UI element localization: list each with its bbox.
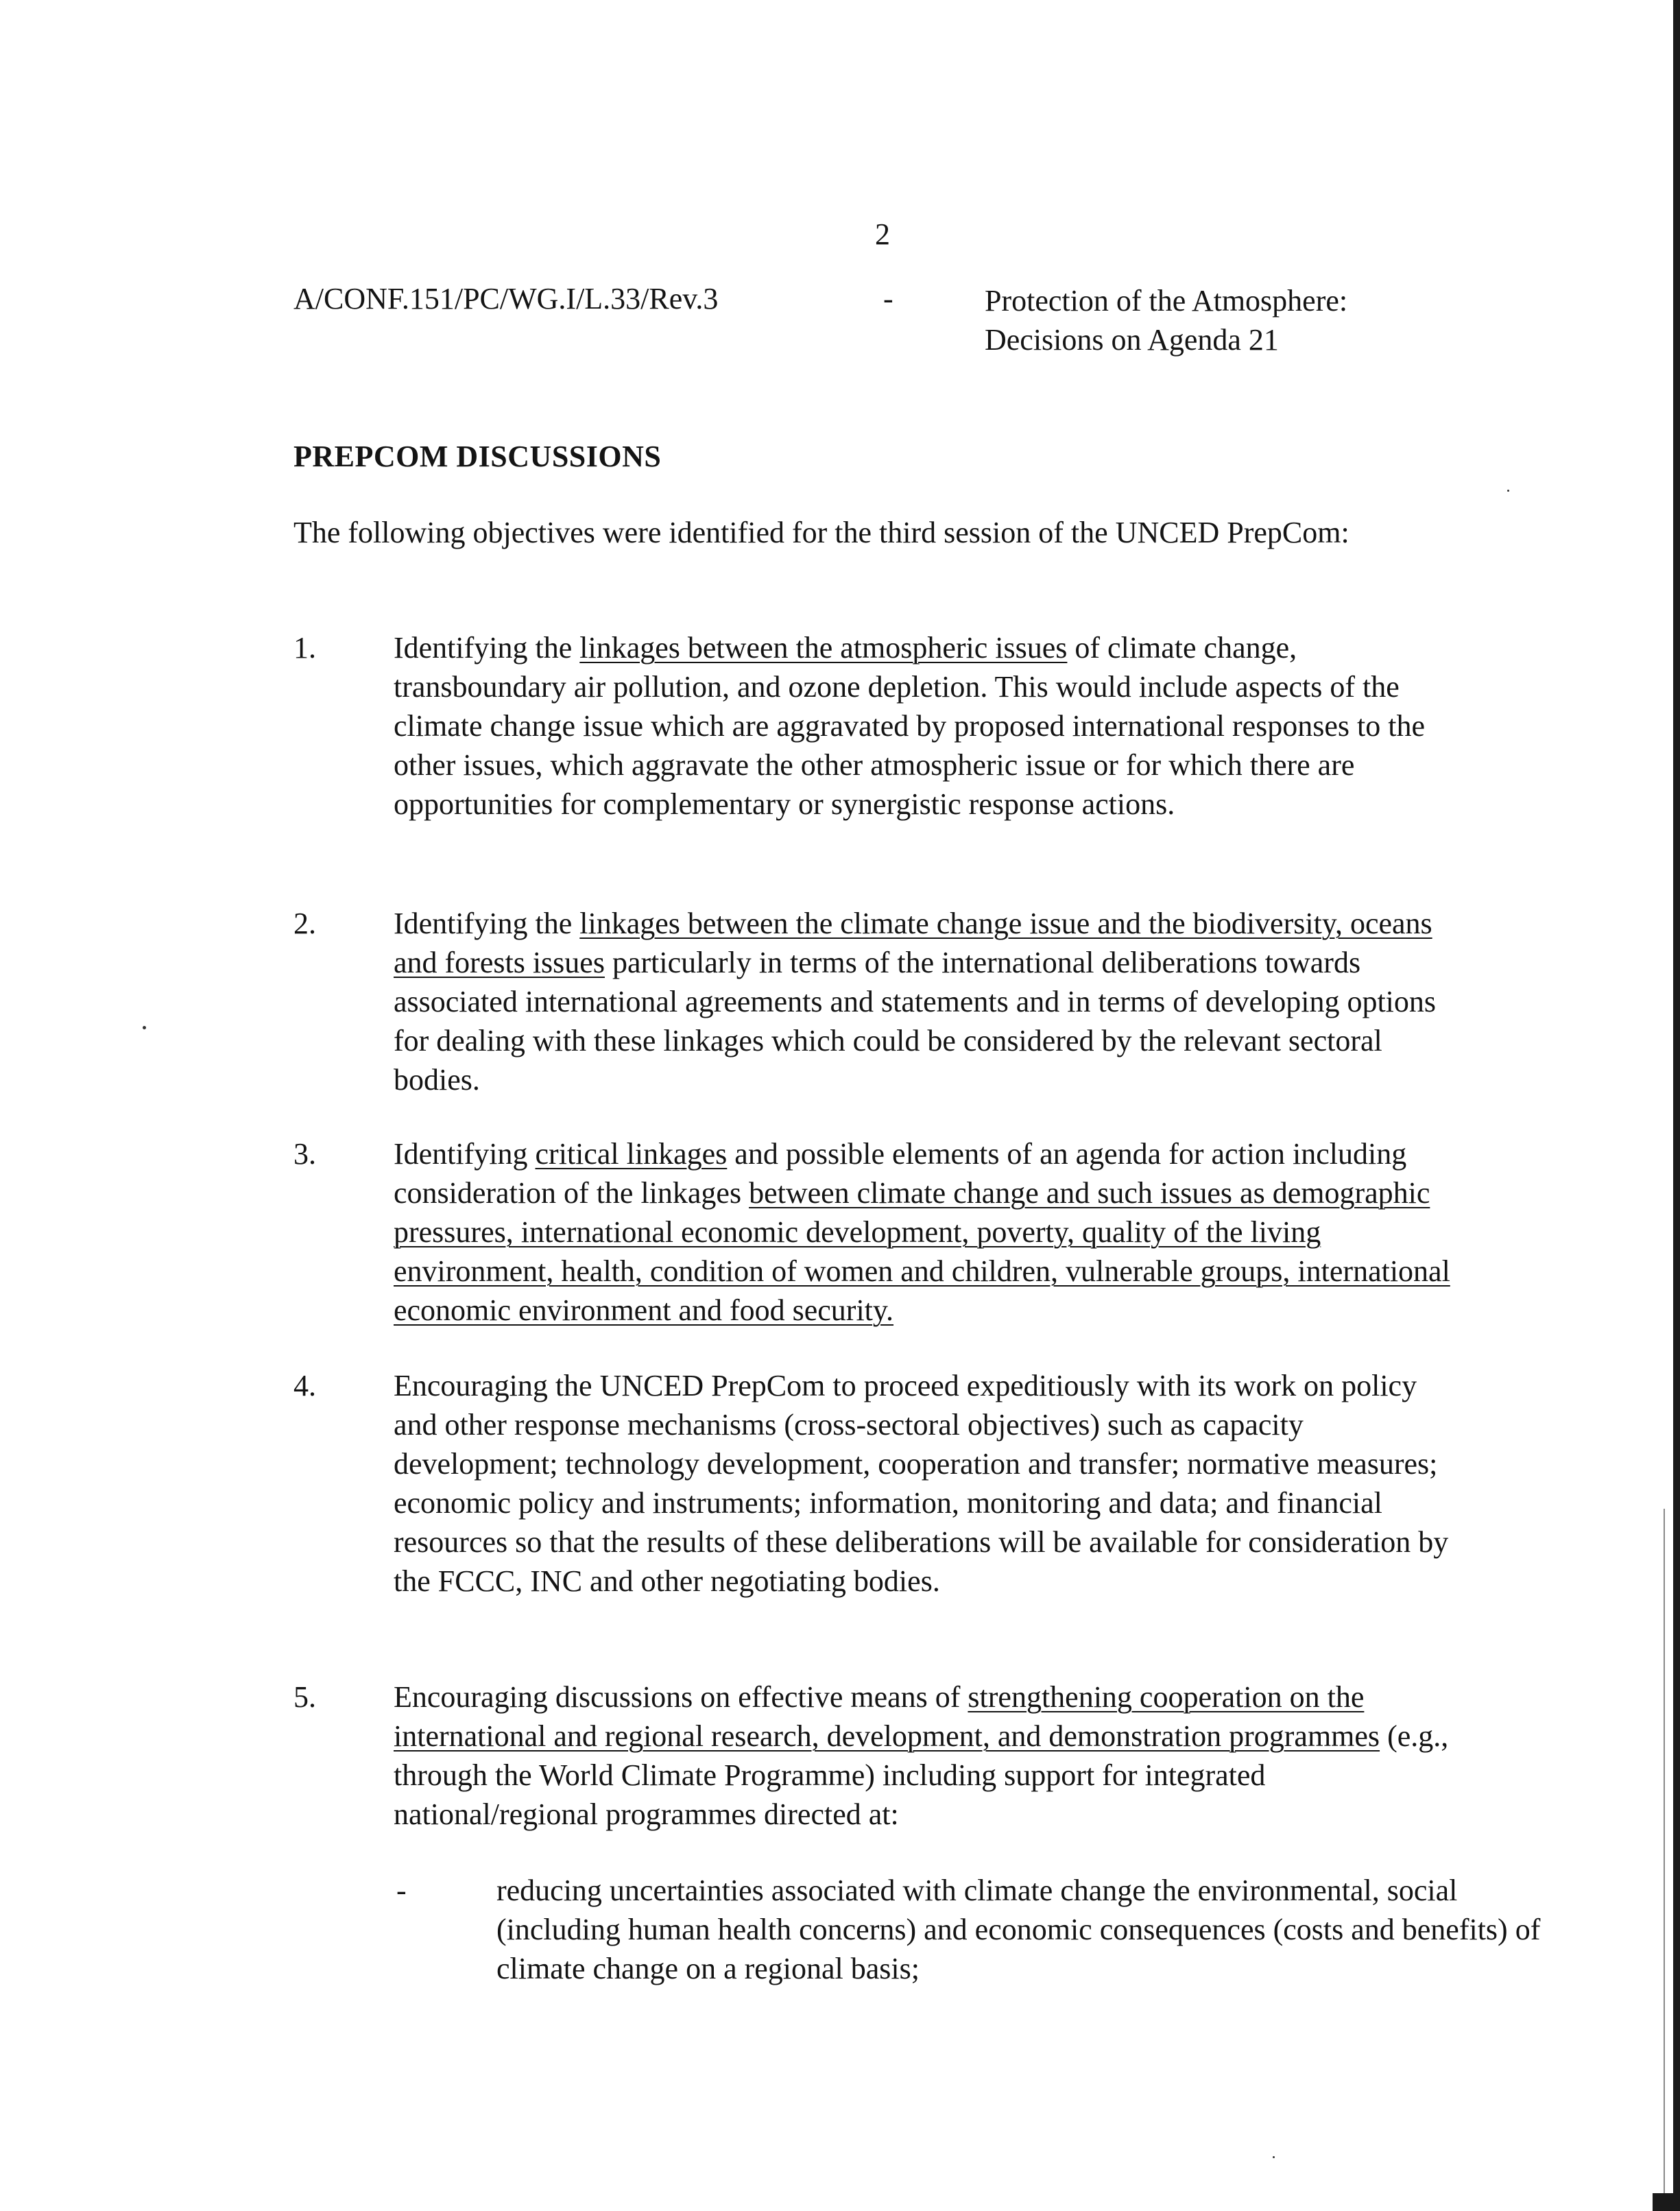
list-item-number: 5. bbox=[293, 1680, 316, 1714]
underlined-phrase: linkages between the atmospheric issues bbox=[579, 631, 1068, 665]
item-text-middle: and possible elements of an agenda for action including consideration of the linkages bbox=[394, 1137, 1407, 1210]
scanned-page-edge-line bbox=[1664, 1509, 1665, 2195]
list-item-text bbox=[394, 1677, 1463, 1834]
item-text-start: Identifying the bbox=[394, 631, 580, 665]
scanned-page-edge bbox=[1673, 0, 1680, 2211]
underlined-phrase: critical linkages bbox=[535, 1137, 728, 1171]
scan-speck bbox=[143, 1026, 146, 1029]
list-item-number: 1. bbox=[293, 631, 316, 665]
underlined-phrase: strengthening cooperation on the international and regional research, development, and demonstration programmes bbox=[394, 1680, 1380, 1753]
intro-paragraph: The following objectives were identified for the third session of the UNCED PrepCom: bbox=[293, 516, 1349, 549]
document-title-line-2: Decisions on Agenda 21 bbox=[985, 323, 1279, 357]
page-number: 2 bbox=[875, 217, 890, 251]
underlined-phrase: linkages between the climate change issue and the biodiversity, oceans and forests issues bbox=[394, 907, 1432, 979]
item-text-start: Identifying bbox=[394, 1137, 536, 1171]
sub-list-item-text: reducing uncertainties associated with climate change the environmental, social (including human health concerns) and economic consequences (costs and benefits) of climate change on a regional basis; bbox=[496, 1874, 1541, 1985]
list-item-number: 3. bbox=[293, 1137, 316, 1171]
document-title bbox=[985, 281, 1347, 359]
item-text-start: Identifying the bbox=[394, 907, 580, 940]
scan-speck bbox=[1507, 490, 1509, 492]
list-item-text bbox=[394, 628, 1463, 824]
list-item-number: 4. bbox=[293, 1369, 316, 1402]
list-item-text: Encouraging the UNCED PrepCom to proceed expeditiously with its work on policy and other response mechanisms (cross-sectoral objectives) such as capacity development; technology development, cooperation and transfer; normative measures; economic policy and instruments; information, monitoring and data; and financial resources so that the results of these deliberations will be available for consideration by the FCCC, INC and other negotiating bodies. bbox=[394, 1369, 1449, 1598]
item-text-end: of climate change, transboundary air pollution, and ozone depletion. This would include aspects of the climate change issue which are aggravated by proposed international responses to the other issues, which aggravate the other atmospheric issue or for which there are opportunities for complementary or synergistic response actions. bbox=[394, 631, 1426, 821]
item-text-end: particularly in terms of the international deliberations towards associated international agreements and statements and in terms of developing options for dealing with these linkages which could be considered by the relevant sectoral bodies. bbox=[394, 946, 1437, 1097]
list-item-number: 2. bbox=[293, 907, 316, 940]
list-item-text bbox=[394, 1134, 1463, 1330]
underlined-phrase-2: between climate change and such issues as demographic pressures, international economic development, poverty, quality of the living environment, health, condition of women and children, vulnerable groups, international economic environment and food security. bbox=[394, 1176, 1450, 1327]
item-text-start: Encouraging discussions on effective means of bbox=[394, 1680, 968, 1714]
header-dash: - bbox=[883, 282, 893, 315]
scanned-page-corner bbox=[1653, 2193, 1680, 2211]
section-heading: PREPCOM DISCUSSIONS bbox=[293, 440, 662, 473]
dash-bullet: - bbox=[396, 1874, 407, 1907]
scan-speck bbox=[1273, 2156, 1275, 2158]
list-item-text bbox=[394, 904, 1463, 1099]
document-symbol: A/CONF.151/PC/WG.I/L.33/Rev.3 bbox=[293, 282, 719, 315]
item-text-end: (e.g., through the World Climate Programme) including support for integrated national/regional programmes directed at: bbox=[394, 1719, 1449, 1831]
document-title-line-1: Protection of the Atmosphere: bbox=[985, 284, 1348, 318]
